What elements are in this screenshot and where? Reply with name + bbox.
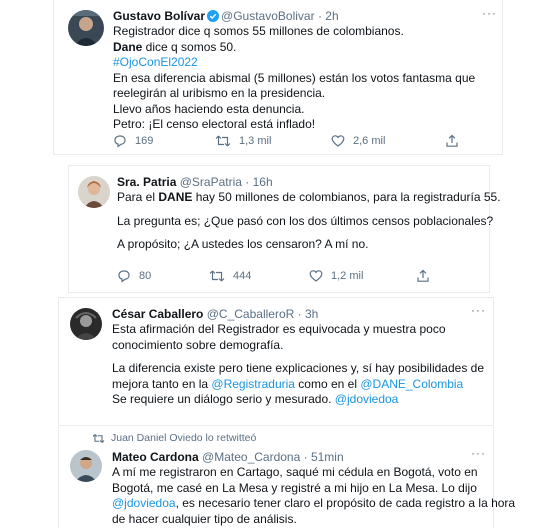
avatar-gustavo-bolivar[interactable] [68, 10, 104, 46]
text-line: mejora tanto en la [112, 376, 212, 391]
retweet-button[interactable] [215, 134, 271, 148]
author-handle[interactable]: @SraPatria [179, 175, 242, 189]
author-name[interactable]: Mateo Cardona [112, 450, 199, 464]
reply-button[interactable] [113, 134, 153, 148]
avatar-mateo-cardona[interactable] [70, 450, 102, 482]
share-icon [416, 269, 430, 283]
author-handle[interactable]: @GustavoBolivar [221, 9, 315, 23]
tweet-time[interactable]: · 3h [297, 307, 319, 321]
author-name[interactable]: César Caballero [112, 307, 204, 321]
more-options-icon[interactable]: ··· [471, 446, 486, 460]
author-handle[interactable]: @Mateo_Cardona [202, 450, 301, 464]
more-options-icon[interactable]: ··· [482, 6, 497, 20]
tweet-divider [59, 425, 493, 426]
heart-icon [331, 134, 345, 148]
retweet-count: 444 [233, 270, 252, 282]
tweet-actions [113, 134, 493, 150]
tweet-time[interactable]: · 16h [245, 175, 273, 189]
text-line: A mí me registraron en Cartago, saqué mi cédula en Bogotá, voto en [112, 465, 478, 479]
tweet-time[interactable]: · 2h [317, 9, 339, 23]
text-line: Petro: ¡El censo electoral está inflado! [113, 117, 316, 131]
text-line: Registrador dice q somos 55 millones de colombianos. [113, 24, 404, 38]
text-line: conocimiento sobre demografía. [112, 337, 284, 352]
retweet-banner[interactable] [92, 432, 256, 444]
tweet-time[interactable]: · 51min [303, 450, 344, 464]
text-line: Llevo años haciendo esta denuncia. [113, 101, 305, 116]
tweet-card-sra-patria[interactable] [68, 165, 501, 293]
tweet-text [113, 24, 498, 133]
tweet-text [117, 190, 501, 253]
text-line: La diferencia existe pero tiene explicaciones y, sí hay posibilidades de [112, 361, 484, 375]
like-count: 1,2 mil [331, 270, 364, 282]
reply-count: 169 [135, 135, 154, 147]
text-line: A propósito; ¿A ustedes los censaron? A mí no. [117, 237, 369, 251]
share-button[interactable] [445, 134, 459, 148]
text-line: Se requiere un diálogo serio y mesurado. [112, 392, 335, 406]
tweet-text [112, 322, 490, 408]
retweet-icon [215, 134, 231, 148]
text-bold-dane: DANE [158, 190, 193, 204]
author-handle[interactable]: @C_CaballeroR [206, 307, 295, 321]
text-line: Para el [117, 190, 159, 204]
more-options-icon[interactable]: ··· [471, 303, 486, 317]
mention-jdoviedoa[interactable]: @jdoviedoa [334, 392, 399, 406]
text-line: Bogotá, me casé en La Mesa y registré a mi hijo en La Mesa. Lo dijo [112, 480, 477, 495]
verified-badge-icon [207, 10, 219, 25]
mention-jdoviedoa[interactable]: @jdoviedoa [112, 496, 176, 510]
tweet-card-bolivar[interactable] [53, 0, 503, 155]
reply-icon [117, 269, 131, 283]
mention-registraduria[interactable]: @Registraduria [211, 376, 295, 391]
share-icon [445, 134, 459, 148]
text-line: Esta afirmación del Registrador es equivocada y muestra poco [112, 322, 446, 336]
text-line: hay 50 millones de colombianos, para la registraduría 55. [192, 190, 501, 204]
retweet-icon [92, 433, 105, 444]
text-line: dice q somos 50. [142, 39, 237, 54]
like-count: 2,6 mil [353, 135, 386, 147]
text-line: En esa diferencia abismal (5 millones) están los votos fantasma que [113, 70, 476, 85]
text-line: de hacer cualquier tipo de análisis. [112, 511, 297, 526]
text-line: reelegirán al uribismo en la presidencia. [113, 86, 326, 100]
author-name[interactable]: Sra. Patria [117, 175, 177, 189]
retweet-button[interactable] [209, 269, 251, 283]
text-line: La pregunta es; ¿Que pasó con los dos últimos censos poblacionales? [117, 213, 494, 228]
text-bold-dane: Dane [113, 39, 143, 54]
like-button[interactable] [331, 134, 385, 148]
reply-count: 80 [139, 270, 152, 282]
reply-icon [113, 134, 127, 148]
tweet-text [112, 465, 516, 527]
tweet-actions [117, 269, 477, 285]
retweet-icon [209, 269, 225, 283]
reply-button[interactable] [117, 269, 151, 283]
text-line: , es necesario tener claro el propósito de cada registro a la hora [175, 496, 516, 510]
hashtag-link[interactable]: #OjoConEl2022 [113, 55, 198, 69]
heart-icon [309, 269, 323, 283]
text-line: como en el [294, 376, 361, 391]
share-button[interactable] [416, 269, 430, 283]
mention-dane-colombia[interactable]: @DANE_Colombia [360, 376, 464, 391]
avatar-cesar-caballero[interactable] [70, 308, 102, 340]
retweet-banner-text: Juan Daniel Oviedo lo retwitteó [111, 432, 257, 444]
avatar-sra-patria[interactable] [78, 176, 110, 208]
retweet-count: 1,3 mil [239, 135, 272, 147]
tweet-card-cesar-caballero[interactable] [58, 297, 516, 528]
like-button[interactable] [309, 269, 363, 283]
author-name[interactable]: Gustavo Bolívar [113, 9, 206, 23]
